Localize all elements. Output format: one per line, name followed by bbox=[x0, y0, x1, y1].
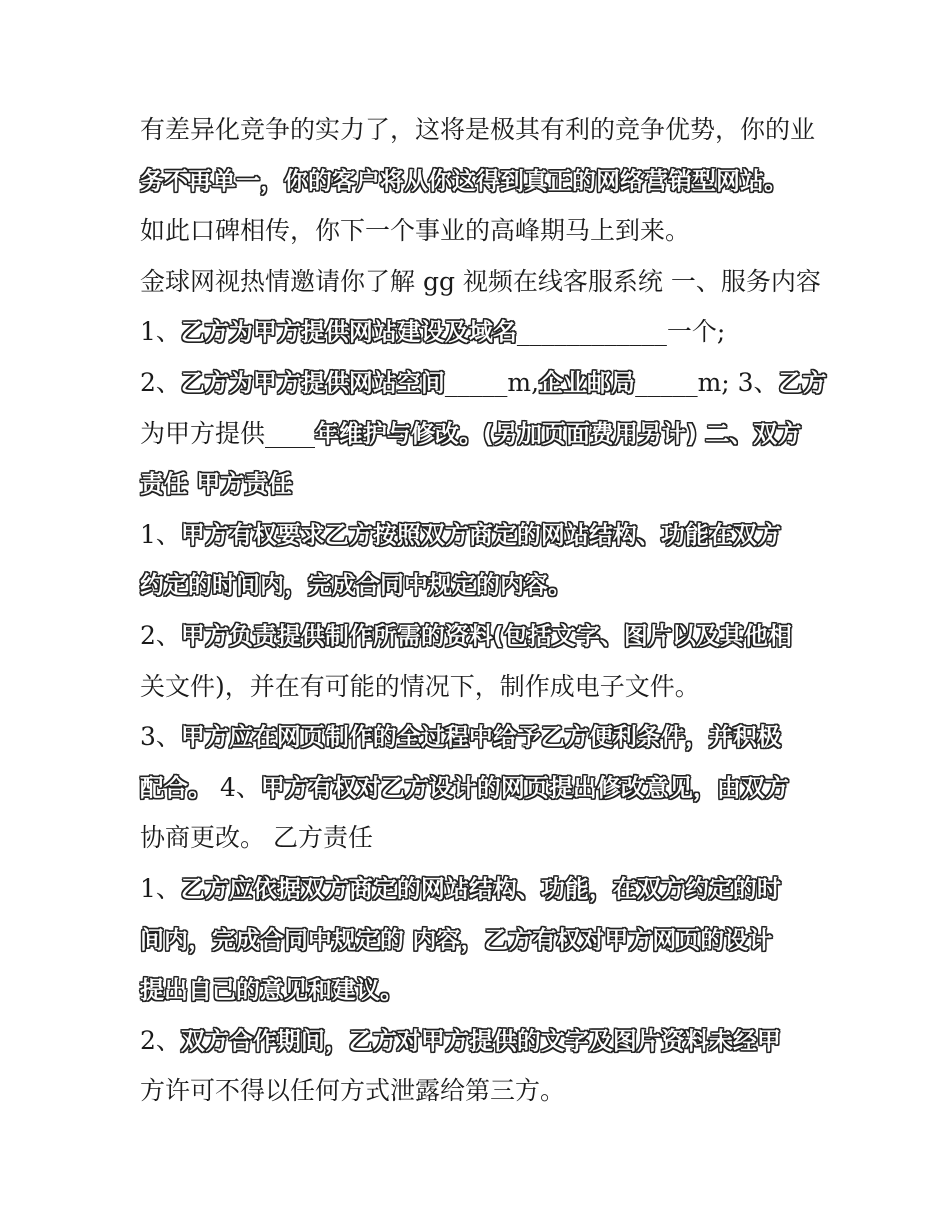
text-segment: 2、 bbox=[140, 367, 181, 397]
outlined-text-segment: 乙方为甲方提供网站空间 bbox=[180, 368, 445, 397]
outlined-text-segment: 甲方有权要求乙方按照双方商定的网站结构、功能在双方 bbox=[180, 520, 781, 549]
text-segment: 1、 bbox=[140, 519, 181, 549]
text-line bbox=[140, 965, 840, 1016]
text-line bbox=[140, 206, 840, 257]
text-line bbox=[140, 763, 840, 814]
text-line bbox=[140, 307, 840, 358]
text-segment: 1、 bbox=[140, 317, 181, 347]
text-segment: 关文件)，并在有可能的情况下，制作成电子文件。 bbox=[140, 671, 700, 701]
text-segment: 3、 bbox=[140, 722, 181, 752]
outlined-text-segment: 甲方应在网页制作的全过程中给予乙方便利条件，并积极 bbox=[180, 723, 781, 752]
text-line bbox=[140, 409, 840, 460]
text-segment: 金球网视热情邀请你了解 gg 视频在线客服系统 一、服务内容 bbox=[140, 266, 821, 296]
text-line bbox=[140, 864, 840, 915]
text-line bbox=[140, 813, 840, 864]
text-segment: 2、 bbox=[140, 620, 181, 650]
text-segment: 如此口碑相传，你下一个事业的高峰期马上到来。 bbox=[140, 216, 691, 246]
text-line bbox=[140, 510, 840, 561]
text-segment: 方许可不得以任何方式泄露给第三方。 bbox=[140, 1076, 566, 1106]
outlined-text-segment: 乙方应依据双方商定的网站结构、功能，在双方约定的时 bbox=[180, 874, 781, 903]
text-line bbox=[140, 915, 840, 966]
outlined-text-segment: 甲方有权对乙方设计的网页提出修改意见，由双方 bbox=[260, 773, 789, 802]
text-line bbox=[140, 1016, 840, 1067]
text-segment: 为甲方提供____ bbox=[140, 418, 316, 448]
text-segment: 协商更改。 乙方责任 bbox=[140, 823, 373, 853]
text-line bbox=[140, 257, 840, 308]
outlined-text-segment: 甲方负责提供制作所需的资料(包括文字、图片以及其他相 bbox=[180, 621, 792, 650]
text-line bbox=[140, 662, 840, 713]
outlined-text-segment: 双方合作期间，乙方对甲方提供的文字及图片资料未经甲 bbox=[180, 1026, 781, 1055]
outlined-text-segment: 约定的时间内，完成合同中规定的内容。 bbox=[140, 571, 572, 600]
text-line bbox=[140, 156, 840, 207]
text-line bbox=[140, 560, 840, 611]
outlined-text-segment: 配合。 bbox=[140, 773, 212, 802]
text-segment: _____m; 3、 bbox=[635, 367, 779, 397]
text-line bbox=[140, 1066, 840, 1117]
text-line bbox=[140, 105, 840, 156]
outlined-text-segment: 间内，完成合同中规定的 内容，乙方有权对甲方网页的设计 bbox=[140, 925, 773, 954]
text-segment: 1、 bbox=[140, 873, 181, 903]
document-page bbox=[140, 105, 840, 1117]
text-line bbox=[140, 358, 840, 409]
text-line bbox=[140, 611, 840, 662]
text-segment: 有差异化竞争的实力了，这将是极其有利的竞争优势，你的业 bbox=[140, 115, 816, 144]
text-line bbox=[140, 712, 840, 763]
outlined-text-segment: 责任 甲方责任 bbox=[140, 470, 293, 499]
text-segment: ____________一个; bbox=[516, 317, 726, 347]
text-segment: 4、 bbox=[212, 772, 261, 802]
outlined-text-segment: 乙方 bbox=[778, 368, 827, 397]
outlined-text-segment: 乙方为甲方提供网站建设及域名 bbox=[180, 318, 517, 347]
text-segment: _____m, bbox=[444, 367, 540, 397]
outlined-text-segment: 提出自己的意见和建议。 bbox=[140, 976, 404, 1005]
text-line bbox=[140, 459, 840, 510]
outlined-text-segment: 务不再单一，你的客户将从你这得到真正的网络营销型网站。 bbox=[140, 166, 788, 195]
outlined-text-segment: 年维护与修改。(另加页面费用另计) 二、双方 bbox=[315, 419, 802, 448]
text-segment: 2、 bbox=[140, 1025, 181, 1055]
outlined-text-segment: 企业邮局 bbox=[539, 368, 636, 397]
